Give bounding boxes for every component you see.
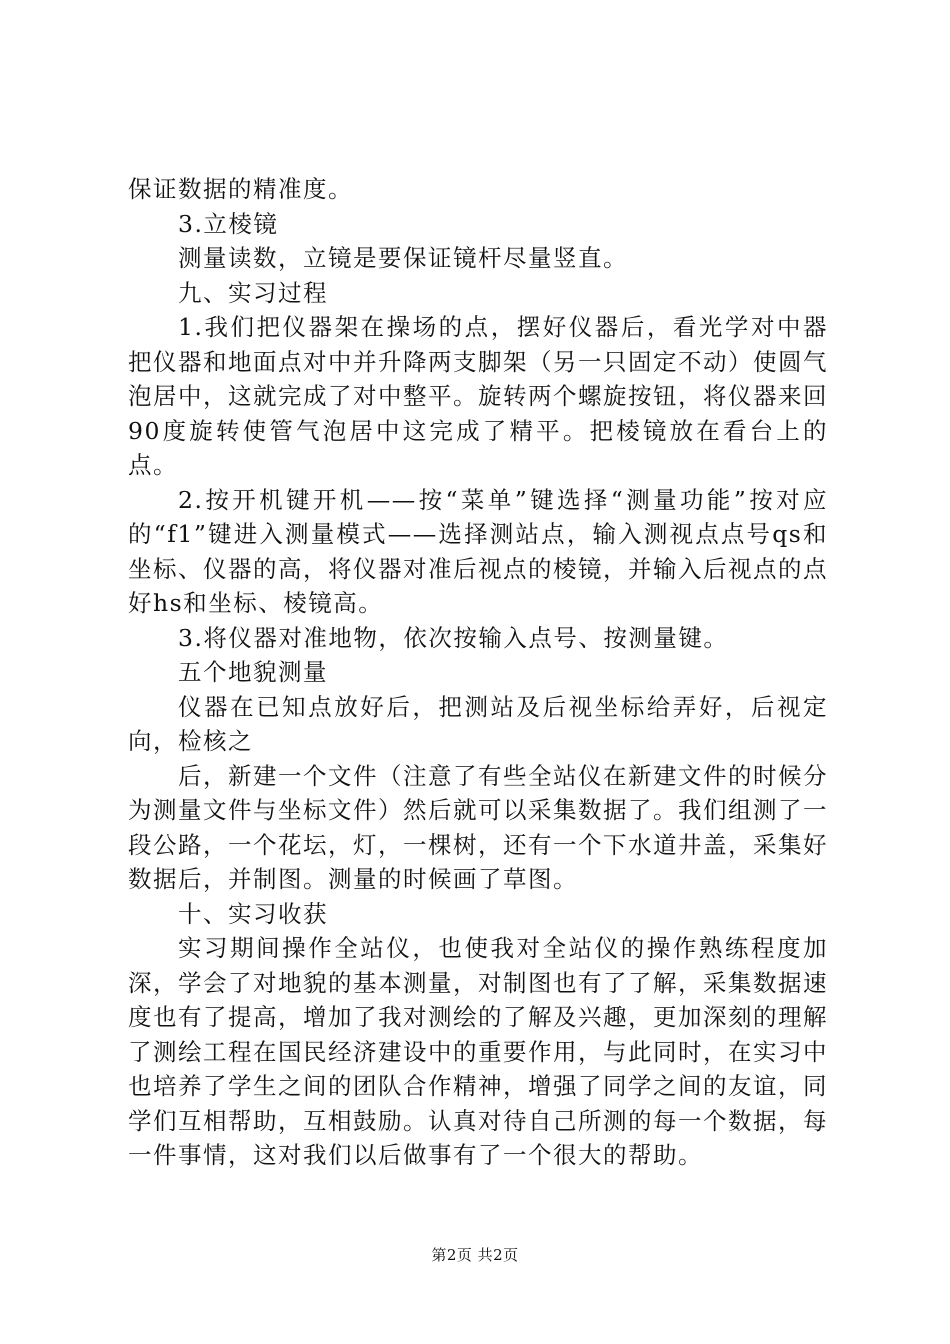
paragraph-5: 1.我们把仪器架在操场的点，摆好仪器后，看光学对中器把仪器和地面点对中并升降两支脚架（另一只固定不动）使圆气泡居中，这就完成了对中整平。旋转两个螺旋按钮，将仪器来回90度旋转使管气泡居中这完成了精平。把棱镜放在看台上的点。 <box>128 313 828 479</box>
paragraph-6: 2.按开机键开机——按“菜单”键选择“测量功能”按对应的“f1”键进入测量模式——选择测站点，输入测视点点号qs和坐标、仪器的高，将仪器对准后视点的棱镜，并输入后视点的点好hs和坐标、棱镜高。 <box>128 485 828 617</box>
paragraph-2: 3.立棱镜 <box>178 209 279 238</box>
paragraph-1: 保证数据的精准度。 <box>128 175 353 203</box>
paragraph-10: 后，新建一个文件（注意了有些全站仪在新建文件的时候分为测量文件与坐标文件）然后就可以采集数据了。我们组测了一段公路，一个花坛，灯，一棵树，还有一个下水道井盖，采集好数据后，并制图。测量的时候画了草图。 <box>128 761 828 893</box>
paragraph-9: 仪器在已知点放好后，把测站及后视坐标给弄好，后视定向，检核之 <box>128 692 828 755</box>
section-heading-process: 九、实习过程 <box>178 278 328 307</box>
document-body <box>128 172 828 1173</box>
section-heading-gains: 十、实习收获 <box>178 899 328 928</box>
paragraph-3: 测量读数，立镜是要保证镜杆尽量竖直。 <box>178 244 628 272</box>
paragraph-7: 3.将仪器对准地物，依次按输入点号、按测量键。 <box>178 623 729 652</box>
paragraph-12: 实习期间操作全站仪，也使我对全站仪的操作熟练程度加深，学会了对地貌的基本测量，对制图也有了了解，采集数据速度也有了提高，增加了我对测绘的了解及兴趣，更加深刻的理解了测绘工程在国民经济建设中的重要作用，与此同时，在实习中也培养了学生之间的团队合作精神，增强了同学之间的友谊，同学们互相帮助，互相鼓励。认真对待自己所测的每一个数据，每一件事情，这对我们以后做事有了一个很大的帮助。 <box>128 934 828 1169</box>
subheading-landform: 五个地貌测量 <box>178 658 328 686</box>
page-number-footer: 第2页 共2页 <box>431 1246 519 1264</box>
